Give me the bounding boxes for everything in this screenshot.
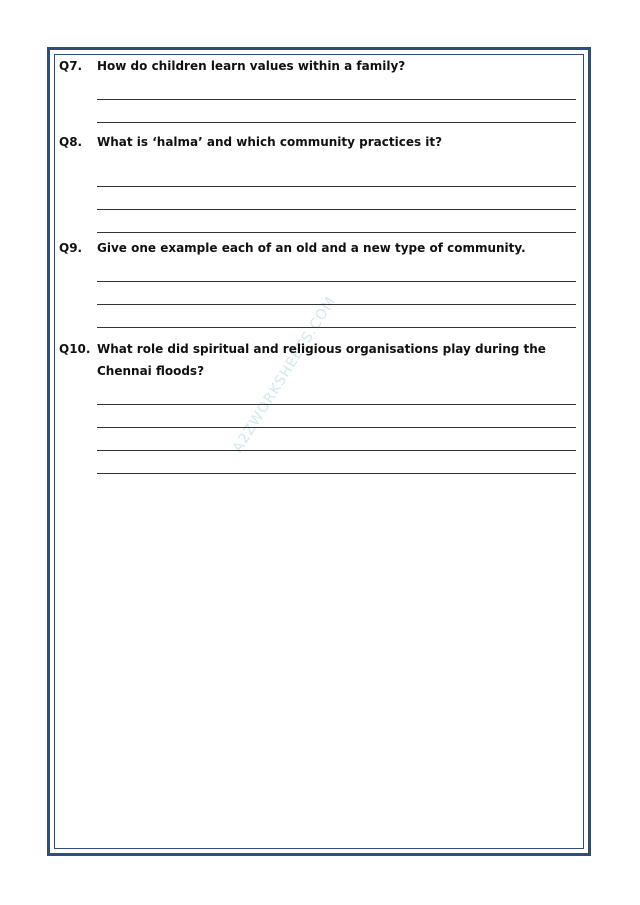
answer-line[interactable] [97,259,576,282]
answer-line[interactable] [97,428,576,451]
answer-line[interactable] [97,187,576,210]
answer-lines [97,382,576,474]
answer-line[interactable] [97,77,576,100]
answer-line[interactable] [97,405,576,428]
answer-line[interactable] [97,451,576,474]
answer-line[interactable] [97,100,576,123]
question-number: Q8. [59,135,83,149]
answer-line[interactable] [97,164,576,187]
question-q8 [59,131,581,233]
question-q10 [59,338,581,474]
answer-line[interactable] [97,282,576,305]
question-text: What role did spiritual and religious organisations play during the Chennai floods? [97,342,546,378]
answer-line[interactable] [97,305,576,328]
question-text: Give one example each of an old and a new type of community. [97,241,526,255]
answer-line[interactable] [97,382,576,405]
question-text: What is ‘halma’ and which community practices it? [97,135,443,149]
answer-lines [97,164,576,233]
answer-lines [97,259,576,328]
question-q7 [59,55,581,123]
answer-lines [97,77,576,123]
question-number: Q7. [59,59,83,73]
question-q9 [59,237,581,328]
watermark: A2ZWORKSHEETS.COM [230,293,340,456]
answer-line[interactable] [97,210,576,233]
question-text: How do children learn values within a family? [97,59,406,73]
question-number: Q10. [59,342,91,356]
question-number: Q9. [59,241,83,255]
